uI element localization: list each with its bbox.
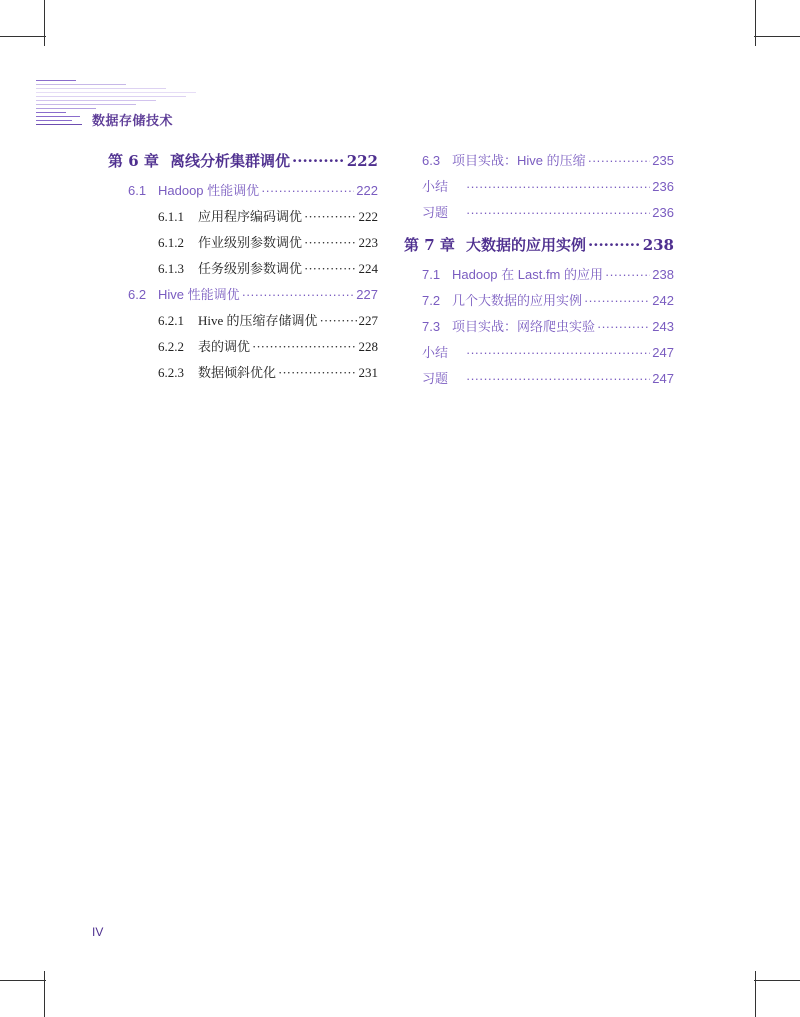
toc-leader-dots bbox=[588, 236, 641, 254]
toc-leader-dots bbox=[466, 205, 650, 220]
toc-entry-page: 222 bbox=[358, 209, 378, 224]
toc-entry-page: 224 bbox=[358, 261, 378, 276]
toc-entry-title: Hive 的压缩存储调优 bbox=[198, 313, 318, 328]
toc-entry-number: 7.2 bbox=[422, 293, 441, 308]
toc-entry-section[interactable] bbox=[128, 284, 378, 303]
toc-entry-number: 6.2.1 bbox=[158, 313, 184, 328]
toc-entry-title: 任务级别参数调优 bbox=[198, 261, 303, 276]
toc-leader-dots bbox=[261, 183, 354, 198]
toc-entry-title: 表的调优 bbox=[198, 339, 251, 354]
toc-leader-dots bbox=[597, 319, 650, 334]
toc-entry-summary[interactable] bbox=[422, 368, 674, 387]
toc-entry-number: 7.3 bbox=[422, 319, 441, 334]
toc-leader-dots bbox=[278, 365, 356, 381]
toc-entry-section[interactable] bbox=[422, 150, 674, 169]
toc-entry-title: 项目实战：Hive 的压缩 bbox=[452, 153, 586, 168]
toc-entry-title: 习题 bbox=[422, 205, 449, 220]
toc-entry-page: 247 bbox=[652, 345, 674, 360]
toc-entry-number: 6.1.3 bbox=[158, 261, 184, 276]
toc-entry-number: 第 7 章 bbox=[404, 236, 455, 254]
toc-entry-section[interactable] bbox=[128, 180, 378, 199]
toc-leader-dots bbox=[605, 267, 650, 282]
toc-leader-dots bbox=[466, 371, 650, 386]
toc-entry-title: Hadoop 在 Last.fm 的应用 bbox=[452, 267, 603, 282]
toc-entry-page: 228 bbox=[358, 339, 378, 354]
toc-entry-title: 作业级别参数调优 bbox=[198, 235, 303, 250]
toc-entry-page: 247 bbox=[652, 371, 674, 386]
toc-entry-section[interactable] bbox=[422, 264, 674, 283]
toc-entry-page: 236 bbox=[652, 179, 674, 194]
toc-entry-page: 238 bbox=[652, 267, 674, 282]
toc-entry-title: 应用程序编码调优 bbox=[198, 209, 303, 224]
toc-entry-number: 7.1 bbox=[422, 267, 441, 282]
toc-entry-number: 6.1.2 bbox=[158, 235, 184, 250]
toc-leader-dots bbox=[304, 209, 356, 225]
toc-leader-dots bbox=[320, 313, 357, 329]
toc-entry-sub[interactable] bbox=[158, 362, 378, 381]
toc-entry-sub[interactable] bbox=[158, 310, 378, 329]
toc-entry-summary[interactable] bbox=[422, 176, 674, 195]
toc-entry-number: 第 6 章 bbox=[108, 152, 159, 170]
toc-entry-title: 大数据的应用实例 bbox=[466, 236, 587, 254]
toc-entry-chapter[interactable] bbox=[108, 150, 378, 171]
toc-entry-summary[interactable] bbox=[422, 202, 674, 221]
page-number: IV bbox=[92, 925, 104, 939]
toc-entry-number: 6.3 bbox=[422, 153, 441, 168]
toc-leader-dots bbox=[466, 345, 650, 360]
toc-leader-dots bbox=[252, 339, 356, 355]
toc-leader-dots bbox=[304, 261, 356, 277]
toc-entry-page: 242 bbox=[652, 293, 674, 308]
toc-entry-number: 6.1.1 bbox=[158, 209, 184, 224]
toc-entry-page: 243 bbox=[652, 319, 674, 334]
toc-leader-dots bbox=[588, 153, 651, 168]
toc-entry-chapter[interactable] bbox=[404, 234, 674, 255]
toc-entry-title: 小结 bbox=[422, 345, 449, 360]
toc-entry-sub[interactable] bbox=[158, 336, 378, 355]
toc-leader-dots bbox=[304, 235, 356, 251]
header-title: 数据存储技术 bbox=[92, 114, 174, 129]
toc-entry-number: 6.2.3 bbox=[158, 365, 184, 380]
toc-entry-section[interactable] bbox=[422, 290, 674, 309]
toc-leader-dots bbox=[242, 287, 355, 302]
toc-entry-page: 222 bbox=[346, 152, 378, 170]
toc-entry-sub[interactable] bbox=[158, 232, 378, 251]
toc-entry-number: 6.2 bbox=[128, 287, 147, 302]
toc-entry-page: 222 bbox=[356, 183, 378, 198]
toc-entry-page: 227 bbox=[358, 313, 378, 328]
toc-leader-dots bbox=[466, 179, 650, 194]
toc-entry-number: 6.2.2 bbox=[158, 339, 184, 354]
toc-entry-summary[interactable] bbox=[422, 342, 674, 361]
toc-entry-title: 几个大数据的应用实例 bbox=[452, 293, 583, 308]
toc-entry-section[interactable] bbox=[422, 316, 674, 335]
toc-leader-dots bbox=[292, 152, 345, 170]
toc-entry-page: 236 bbox=[652, 205, 674, 220]
toc-entry-title: 小结 bbox=[422, 179, 449, 194]
toc-entry-title: 离线分析集群调优 bbox=[170, 152, 291, 170]
toc-entry-page: 231 bbox=[358, 365, 378, 380]
toc-entry-title: 项目实战：网络爬虫实验 bbox=[452, 319, 596, 334]
toc-entry-sub[interactable] bbox=[158, 206, 378, 225]
toc-entry-page: 238 bbox=[642, 236, 674, 254]
toc-leader-dots bbox=[584, 293, 650, 308]
toc-entry-sub[interactable] bbox=[158, 258, 378, 277]
toc-entry-page: 235 bbox=[652, 153, 674, 168]
toc-entry-number: 6.1 bbox=[128, 183, 147, 198]
toc-entry-title: 数据倾斜优化 bbox=[198, 365, 277, 380]
toc-entry-page: 227 bbox=[356, 287, 378, 302]
toc-entry-page: 223 bbox=[358, 235, 378, 250]
toc-entry-title: Hadoop 性能调优 bbox=[158, 183, 260, 198]
toc-entry-title: Hive 性能调优 bbox=[158, 287, 240, 302]
toc-entry-title: 习题 bbox=[422, 371, 449, 386]
